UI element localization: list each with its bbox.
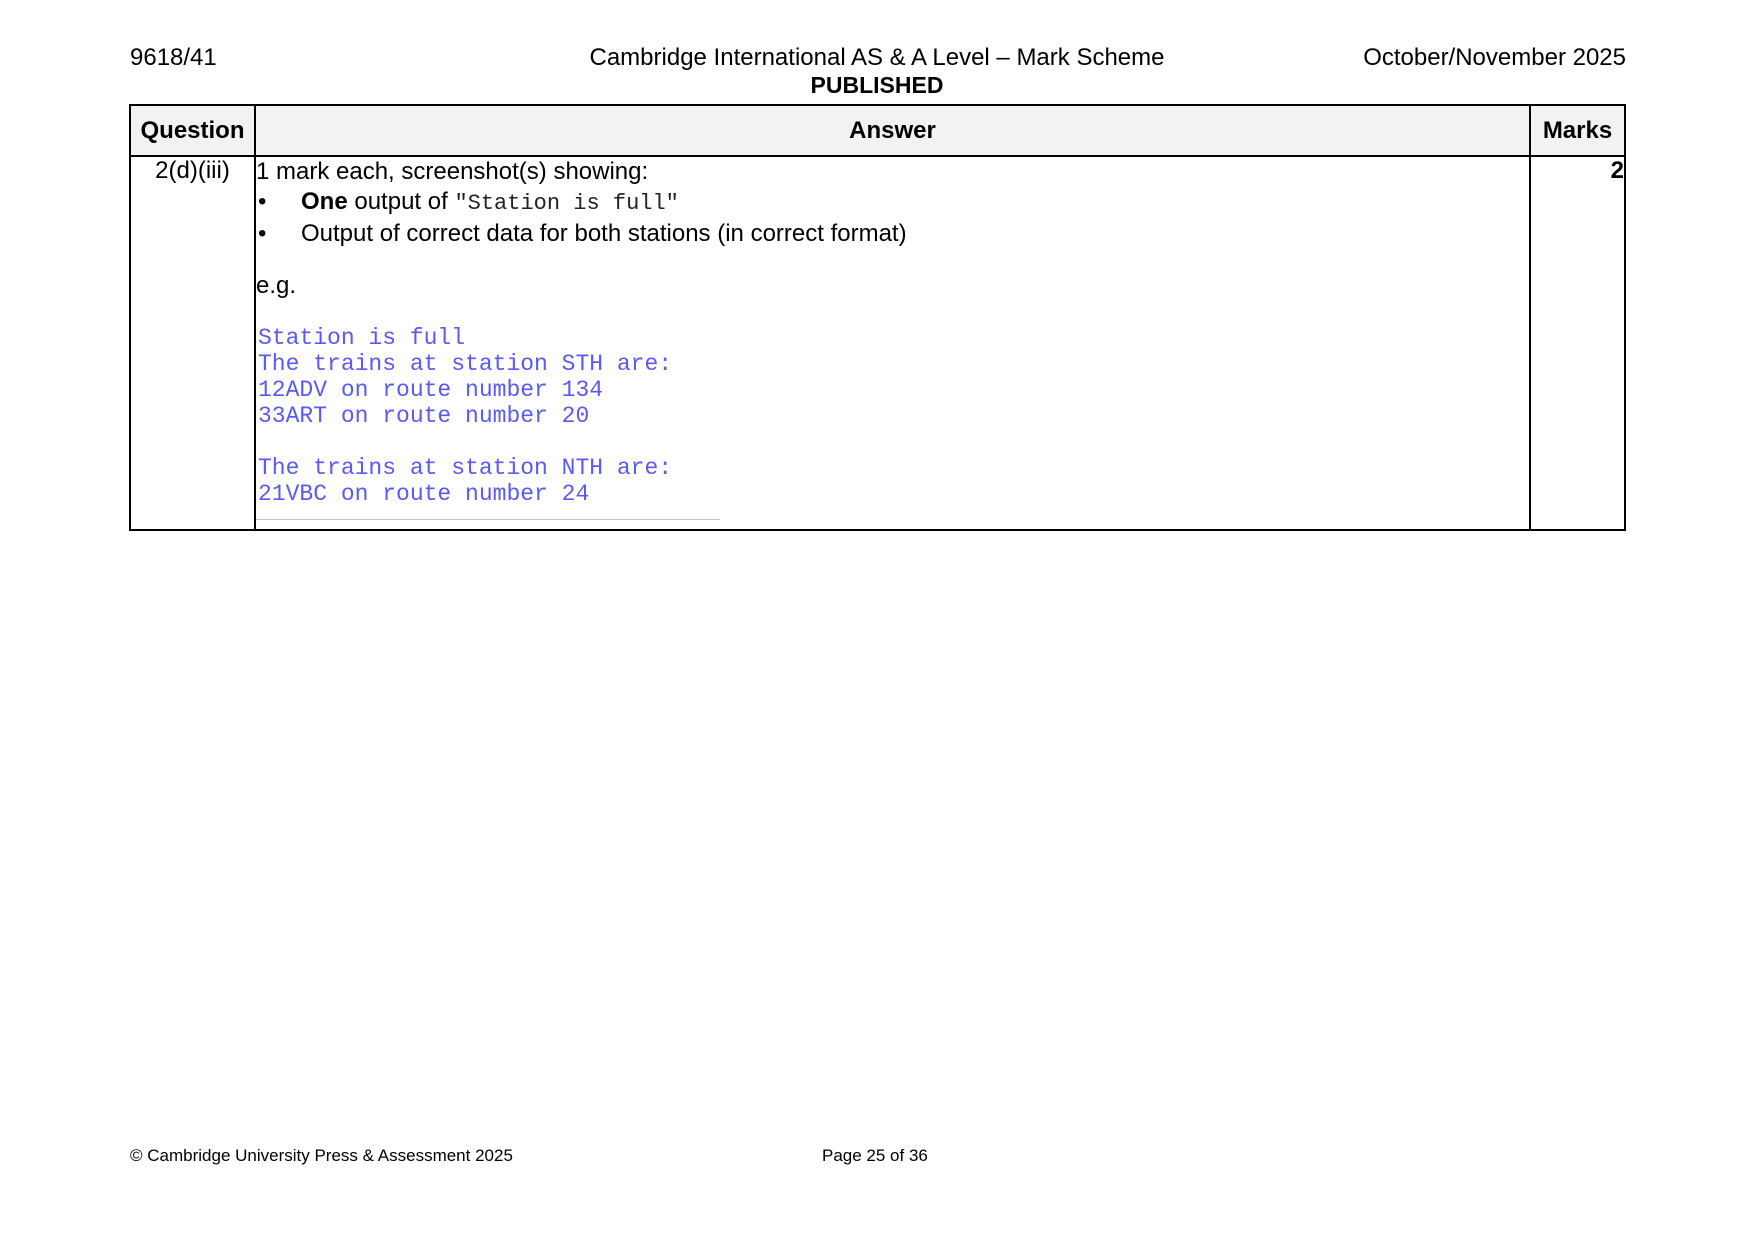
document-title-text: Cambridge International AS & A Level – Mark Scheme — [589, 44, 1165, 71]
emphasis-text: One — [301, 188, 348, 215]
inline-code: "Station is full" — [454, 191, 679, 216]
answer-intro: 1 mark each, screenshot(s) showing: — [256, 158, 649, 185]
output-blank-line — [258, 429, 720, 455]
bullet-icon: • — [258, 188, 267, 215]
mark-scheme-table — [129, 104, 1626, 531]
bullet-icon: • — [258, 220, 267, 247]
output-line: 12ADV on route number 134 — [258, 377, 604, 403]
example-label: e.g. — [256, 272, 297, 299]
question-column-header: Question — [130, 105, 255, 156]
output-line: The trains at station NTH are: — [258, 455, 673, 481]
mark-point-text: Output of correct data for both stations (in correct format) — [301, 220, 907, 247]
mark-point-text: output of — [347, 188, 455, 215]
paper-code: 9618/41 — [130, 44, 217, 71]
question-number: 2(d)(iii) — [130, 156, 255, 530]
output-line: 33ART on route number 20 — [258, 403, 590, 429]
answer-column-header: Answer — [255, 105, 1530, 156]
exam-session: October/November 2025 — [1363, 44, 1626, 71]
marks-column-header: Marks — [1530, 105, 1625, 156]
mark-points-list — [256, 187, 1529, 249]
answer-cell — [255, 156, 1530, 530]
mark-point — [256, 187, 1529, 219]
output-line: Station is full — [258, 325, 466, 351]
output-line: 21VBC on route number 24 — [258, 481, 590, 507]
copyright-notice: © Cambridge University Press & Assessment 2025 — [130, 1146, 513, 1165]
program-output-screenshot — [256, 321, 720, 520]
mark-point — [256, 219, 1529, 249]
marks-value: 2 — [1530, 156, 1625, 530]
page-number: Page 25 of 36 — [822, 1146, 928, 1165]
table-row — [130, 156, 1625, 530]
published-label: PUBLISHED — [810, 72, 944, 98]
table-header-row — [130, 105, 1625, 156]
output-line: The trains at station STH are: — [258, 351, 673, 377]
